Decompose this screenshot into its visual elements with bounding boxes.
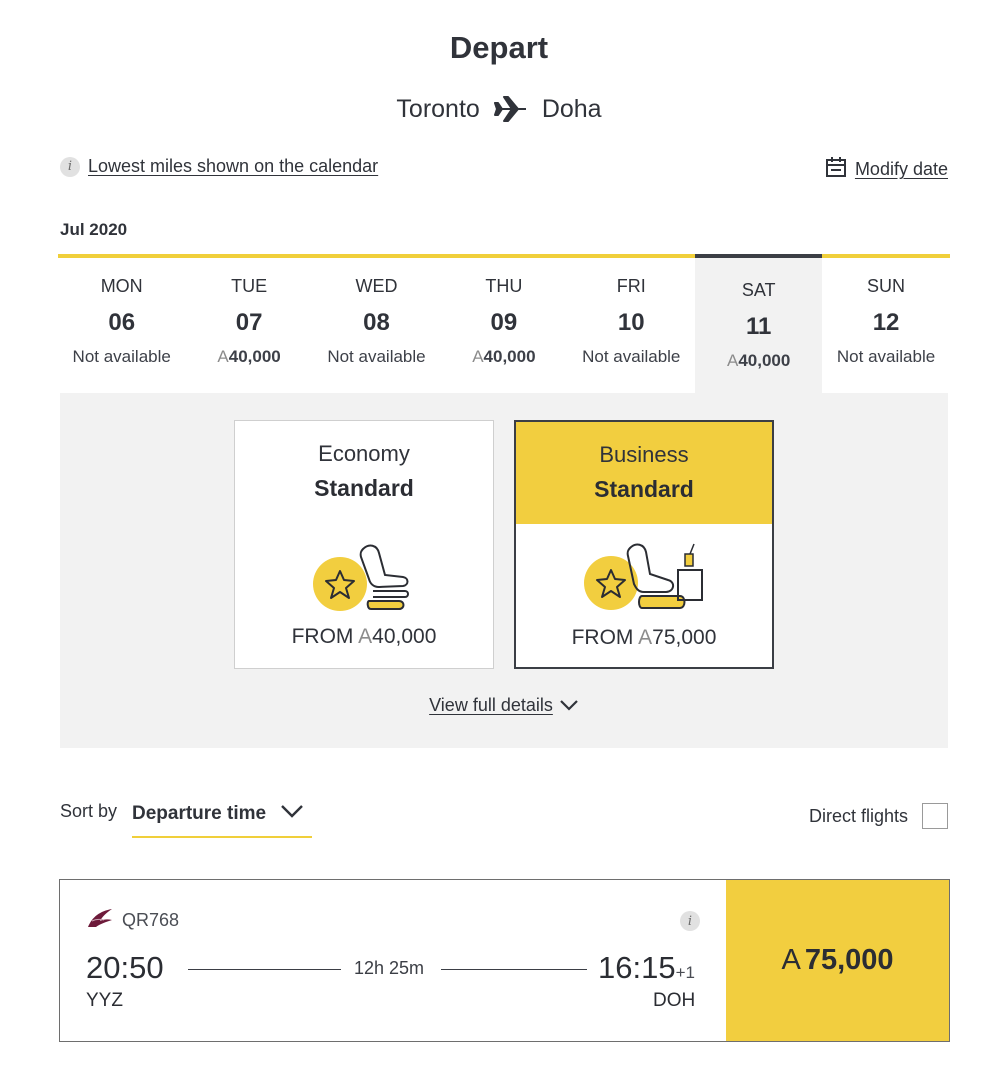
cabin-name: Business <box>599 442 689 467</box>
departure-time: 20:50 <box>86 950 164 985</box>
direct-flights-label: Direct flights <box>808 805 908 826</box>
modify-date-button[interactable] <box>825 156 948 183</box>
page-title: Depart <box>449 30 549 65</box>
day-price-value: 40,000 <box>228 347 281 366</box>
cabin-panel <box>60 393 948 748</box>
day-price: Not available <box>836 347 936 366</box>
day-price-value: 40,000 <box>483 347 536 366</box>
business-card[interactable] <box>514 420 774 669</box>
business-seat-icon <box>584 540 709 625</box>
view-full-details-label[interactable]: View full details <box>429 695 553 715</box>
day-price: Not available <box>582 347 681 366</box>
fare-name: Standard <box>594 476 694 502</box>
calendar-month: Jul 2020 <box>60 220 128 239</box>
avios-icon: A <box>638 626 653 649</box>
arrival-airport: DOH <box>653 990 696 1011</box>
from-label: FROM <box>571 626 634 649</box>
day-name: SUN <box>867 276 906 296</box>
day-price <box>185 347 312 367</box>
economy-seat-icon <box>313 539 423 624</box>
day-fri[interactable] <box>568 258 695 393</box>
day-name: MON <box>100 276 143 296</box>
chevron-down-icon <box>559 695 579 716</box>
day-number: 07 <box>235 309 263 336</box>
card-price-value: 40,000 <box>372 625 437 648</box>
info-icon: i <box>60 157 80 177</box>
calendar-icon <box>825 156 847 183</box>
sort-label: Sort by <box>60 801 118 821</box>
day-name: THU <box>485 276 523 296</box>
card-price <box>516 626 772 650</box>
direct-flights-checkbox[interactable] <box>922 803 948 829</box>
avios-icon: A <box>472 347 484 366</box>
day-price <box>440 347 567 367</box>
modify-date-label[interactable]: Modify date <box>854 159 948 179</box>
arrival-time <box>598 950 695 986</box>
airline-logo-icon <box>86 907 114 934</box>
economy-card[interactable] <box>234 420 494 669</box>
day-sat[interactable] <box>695 254 822 393</box>
day-number: 09 <box>490 309 518 336</box>
day-name: FRI <box>616 276 646 296</box>
day-number: 11 <box>745 313 772 340</box>
day-price-value: 40,000 <box>738 351 791 370</box>
flight-card[interactable] <box>59 879 950 1042</box>
origin-city: Toronto <box>396 94 480 123</box>
sort-dropdown[interactable] <box>132 803 312 838</box>
day-number: 06 <box>108 309 136 336</box>
card-price <box>235 625 493 649</box>
fare-name: Standard <box>314 475 414 501</box>
day-price: Not available <box>327 347 426 366</box>
day-price: Not available <box>72 347 171 366</box>
direct-flights-filter[interactable] <box>809 803 948 829</box>
info-icon[interactable]: i <box>680 911 700 931</box>
day-offset: +1 <box>675 963 695 982</box>
destination-city: Doha <box>541 94 602 123</box>
card-header <box>516 422 772 524</box>
day-number: 08 <box>363 309 390 336</box>
day-sun[interactable] <box>822 258 949 393</box>
week-selector <box>58 258 950 393</box>
day-mon[interactable] <box>58 258 185 393</box>
flight-line <box>188 969 341 970</box>
lowest-miles-link[interactable]: Lowest miles shown on the calendar <box>88 156 379 176</box>
avios-icon: A <box>358 625 373 648</box>
flight-price-value: 75,000 <box>804 944 894 976</box>
flight-number: QR768 <box>122 910 180 930</box>
chevron-down-icon <box>280 803 304 825</box>
departure-airport: YYZ <box>86 990 123 1011</box>
arrival-time-value: 16:15 <box>598 950 676 985</box>
day-name: SAT <box>741 280 776 300</box>
day-price <box>695 351 822 371</box>
avios-icon: A <box>217 347 229 366</box>
card-header <box>235 421 493 523</box>
avios-icon: A <box>726 351 739 370</box>
day-thu[interactable] <box>440 258 567 393</box>
flight-line <box>441 969 587 970</box>
day-tue[interactable] <box>185 258 312 393</box>
avios-icon: A <box>781 944 801 976</box>
sort-selected-value: Departure time <box>132 803 267 824</box>
day-wed[interactable] <box>313 258 440 393</box>
day-number: 10 <box>617 309 645 336</box>
card-price-value: 75,000 <box>652 626 717 649</box>
plane-icon <box>494 94 528 124</box>
flight-duration: 12h 25m <box>354 958 425 978</box>
route <box>0 94 998 124</box>
cabin-name: Economy <box>318 441 410 466</box>
day-number: 12 <box>872 309 900 336</box>
from-label: FROM <box>291 625 354 648</box>
airline-info <box>86 907 179 934</box>
flight-details[interactable] <box>60 880 726 1041</box>
flight-price-button[interactable] <box>726 880 949 1041</box>
view-full-details-link[interactable] <box>60 695 948 716</box>
day-name: WED <box>355 276 398 296</box>
day-name: TUE <box>231 276 268 296</box>
lowest-miles-info[interactable] <box>60 156 378 177</box>
